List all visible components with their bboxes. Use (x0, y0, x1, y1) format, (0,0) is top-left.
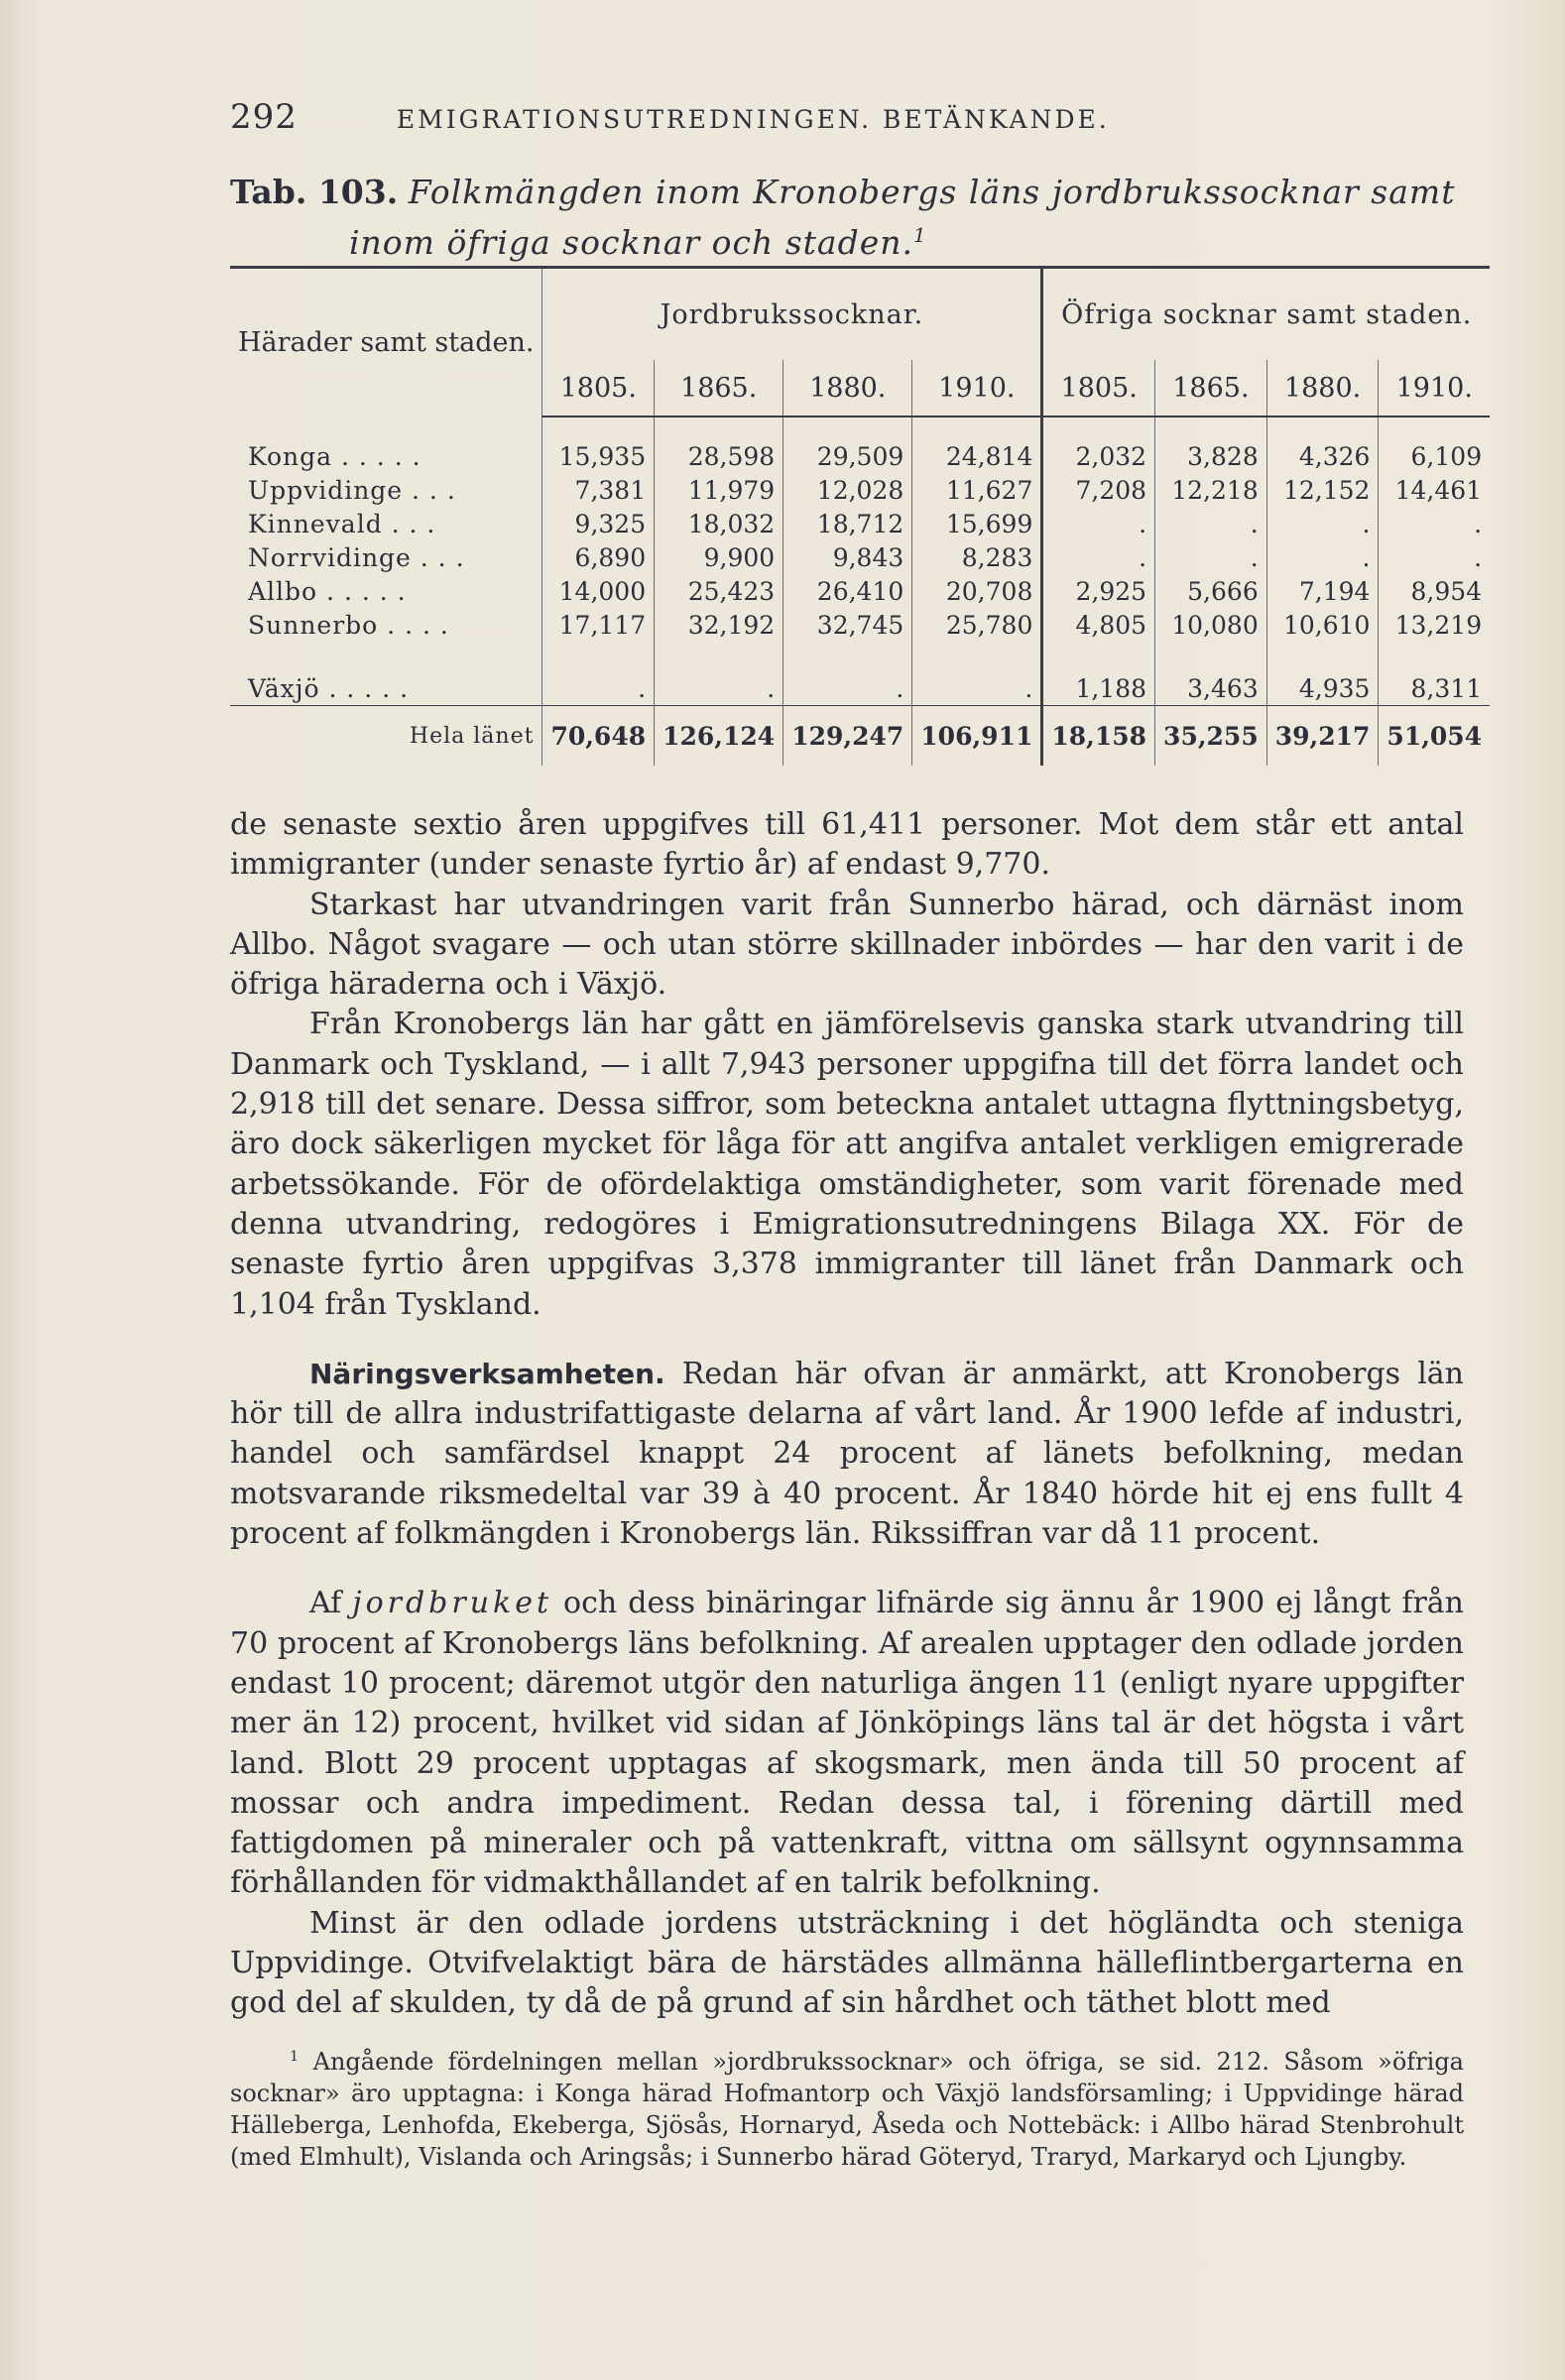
cell: 4,935 (1266, 671, 1379, 706)
table-row (230, 507, 1490, 540)
cell: 129,247 (783, 706, 912, 767)
running-title: EMIGRATIONSUTREDNINGEN. BETÄNKANDE. (396, 105, 1110, 134)
cell: 24,814 (912, 439, 1042, 473)
footnote-ref: 1 (913, 224, 927, 247)
cell: 14,461 (1379, 473, 1490, 507)
cell: . (1266, 507, 1379, 540)
row-name: Sunnerbo . . . . (248, 610, 449, 640)
footnote (230, 2041, 1464, 2173)
group-header-agricultural: Jordbrukssocknar. (542, 268, 1042, 361)
year-header: 1805. (1042, 360, 1155, 416)
cell: . (1155, 540, 1267, 574)
cell: 3,828 (1155, 439, 1267, 473)
cell: 13,219 (1379, 608, 1490, 642)
cell: 10,080 (1155, 608, 1267, 642)
cell: 6,890 (542, 540, 655, 574)
year-header: 1865. (655, 360, 783, 416)
cell: . (1379, 507, 1490, 540)
cell: 51,054 (1379, 706, 1490, 767)
table-row-total (230, 706, 1490, 767)
paragraph-text: Redan här ofvan är anmärkt, att Kronobergs län hör till de allra industrifattigaste delarna af vårt land. År 1900 lefde af industri, handel och samfärdsel knappt 24 procent af länets befolkning, medan motsvarande riksmedeltal var 39 à 40 procent. År 1840 hörde hit ej ens fullt 4 procent af folkmängden i Kronobergs län. Rikssiffran var då 11 procent. (230, 1356, 1464, 1552)
row-name: Hela länet (230, 706, 542, 767)
cell: 4,326 (1266, 439, 1379, 473)
table-row (230, 608, 1490, 642)
cell: 8,283 (912, 540, 1042, 574)
cell: 39,217 (1266, 706, 1379, 767)
cell: . (912, 671, 1042, 706)
cell: 12,152 (1266, 473, 1379, 507)
cell: . (542, 671, 655, 706)
row-name: Växjö . . . . . (248, 673, 410, 703)
cell: 32,192 (655, 608, 783, 642)
cell: . (655, 671, 783, 706)
paragraph: Från Kronobergs län har gått en jämförelsevis ganska stark utvandring till Danmark och Tyskland, — i allt 7,943 personer uppgifna till det förra landet och 2,918 till det senare. Dessa siffror, som beteckna antalet uttagna flyttningsbetyg, äro dock säkerligen mycket för låga för att angifva antalet verkligen emigrerade arbetssökande. För de ofördelaktiga omständigheter, som varit förenade med denna utvandring, redogöres i Emigrationsutredningens Bilaga XX. För de senaste fyrtio åren uppgifvas 3,378 immigranter till länet från Danmark och 1,104 från Tyskland. (230, 1007, 1464, 1322)
cell: 14,000 (542, 574, 655, 608)
cell: 18,032 (655, 507, 783, 540)
row-name: Konga . . . . . (248, 441, 421, 471)
cell: 7,208 (1042, 473, 1155, 507)
cell: 15,699 (912, 507, 1042, 540)
year-header: 1805. (542, 360, 655, 416)
cell: 12,218 (1155, 473, 1267, 507)
cell: . (1155, 507, 1267, 540)
cell: 7,194 (1266, 574, 1379, 608)
cell: . (1042, 507, 1155, 540)
table-title-line2: inom öfriga socknar och staden. (349, 223, 913, 262)
table-row (230, 473, 1490, 507)
table-row (230, 540, 1490, 574)
paragraph: Minst är den odlade jordens utsträckning i det högländta och steniga Uppvidinge. Otvifvelaktigt bära de härstädes allmänna hälleflintbergarterna en god del af skulden, ty då de på grund af sin hårdhet och täthet blott med (230, 1905, 1464, 2021)
cell: 11,979 (655, 473, 783, 507)
cell: 7,381 (542, 473, 655, 507)
cell: 6,109 (1379, 439, 1490, 473)
cell: . (1266, 540, 1379, 574)
year-header: 1880. (1266, 360, 1379, 416)
cell: 8,954 (1379, 574, 1490, 608)
cell: 12,028 (783, 473, 912, 507)
cell: 2,032 (1042, 439, 1155, 473)
cell: 1,188 (1042, 671, 1155, 706)
table-row-vaxjo (230, 671, 1490, 706)
cell: 20,708 (912, 574, 1042, 608)
cell: 25,423 (655, 574, 783, 608)
footnote-mark: 1 (290, 2049, 300, 2065)
running-head (230, 97, 1456, 137)
cell: 28,598 (655, 439, 783, 473)
cell: 9,843 (783, 540, 912, 574)
cell: 2,925 (1042, 574, 1155, 608)
table-row (230, 439, 1490, 473)
footnote-text: Angående fördelningen mellan »jordbrukssocknar» och öfriga, se sid. 212. Såsom »öfriga socknar» äro upptagna: i Konga härad Hofmantorp och Växjö landsförsamling; i Uppvidinge härad Hälleberga, Lenhofda, Ekeberga, Sjösås, Hornaryd, Åseda och Nottebäck: i Allbo härad Stenbrohult (med Elmhult), Vislanda och Aringsås; i Sunnerbo härad Göteryd, Traryd, Markaryd och Ljungby. (230, 2048, 1464, 2171)
cell: 15,935 (542, 439, 655, 473)
table-row (230, 574, 1490, 608)
row-name: Uppvidinge . . . (248, 475, 456, 505)
cell: . (1042, 540, 1155, 574)
group-header-other: Öfriga socknar samt staden. (1042, 268, 1490, 361)
table-caption (230, 171, 1460, 265)
paragraph-text: Af (309, 1586, 353, 1621)
row-header: Härader samt staden. (230, 268, 542, 417)
cell: . (1379, 540, 1490, 574)
year-header: 1880. (783, 360, 912, 416)
body-text (230, 805, 1464, 2024)
year-header: 1910. (1379, 360, 1490, 416)
cell: 11,627 (912, 473, 1042, 507)
cell: 32,745 (783, 608, 912, 642)
cell: 3,463 (1155, 671, 1267, 706)
emphasis: jordbruket (352, 1586, 553, 1621)
year-header: 1865. (1155, 360, 1267, 416)
page-number: 292 (230, 97, 298, 137)
paragraph-text: och dess binäringar lifnärde sig ännu år 1900 ej långt från 70 procent af Kronobergs läns befolkning. Af arealen upptager den odlade jorden endast 10 procent; däremot utgör den naturliga ängen 11 (enligt nyare uppgifter mer än 12) procent, hvilket vid sidan af Jönköpings läns tal är det högsta i vårt land. Blott 29 procent upptagas af skogsmark, men ända till 50 procent af mossar och andra impediment. Redan dessa tal, i förening därtill med fattigdomen på mineraler och på vattenkraft, vittna om sällsynt ogynnsamma förhållanden för vidmakthållandet af en talrik befolkning. (230, 1586, 1464, 1901)
row-name: Norrvidinge . . . (248, 542, 465, 572)
cell: 26,410 (783, 574, 912, 608)
population-table (230, 266, 1490, 766)
cell: 70,648 (542, 706, 655, 767)
row-name: Allbo . . . . . (248, 576, 407, 606)
cell: 5,666 (1155, 574, 1267, 608)
cell: 25,780 (912, 608, 1042, 642)
table-label: Tab. 103. (230, 173, 399, 211)
cell: . (783, 671, 912, 706)
section-heading: Näringsverksamheten. (309, 1357, 665, 1390)
cell: 17,117 (542, 608, 655, 642)
cell: 18,158 (1042, 706, 1155, 767)
cell: 126,124 (655, 706, 783, 767)
cell: 106,911 (912, 706, 1042, 767)
cell: 35,255 (1155, 706, 1267, 767)
year-header: 1910. (912, 360, 1042, 416)
paragraph: Starkast har utvandringen varit från Sunnerbo härad, och därnäst inom Allbo. Något svagare — och utan större skillnader inbördes — har den varit i de öfriga häraderna och i Växjö. (230, 887, 1464, 1003)
cell: 8,311 (1379, 671, 1490, 706)
paragraph: de senaste sextio åren uppgifves till 61,411 personer. Mot dem står ett antal immigranter (under senaste fyrtio år) af endast 9,770. (230, 807, 1464, 883)
cell: 29,509 (783, 439, 912, 473)
cell: 9,325 (542, 507, 655, 540)
cell: 4,805 (1042, 608, 1155, 642)
cell: 10,610 (1266, 608, 1379, 642)
cell: 18,712 (783, 507, 912, 540)
cell: 9,900 (655, 540, 783, 574)
table-title-line1: Folkmängden inom Kronobergs läns jordbrukssocknar samt (408, 173, 1456, 211)
paragraph (230, 1584, 1464, 1903)
row-name: Kinnevald . . . (248, 509, 436, 538)
paragraph (230, 1355, 1464, 1554)
